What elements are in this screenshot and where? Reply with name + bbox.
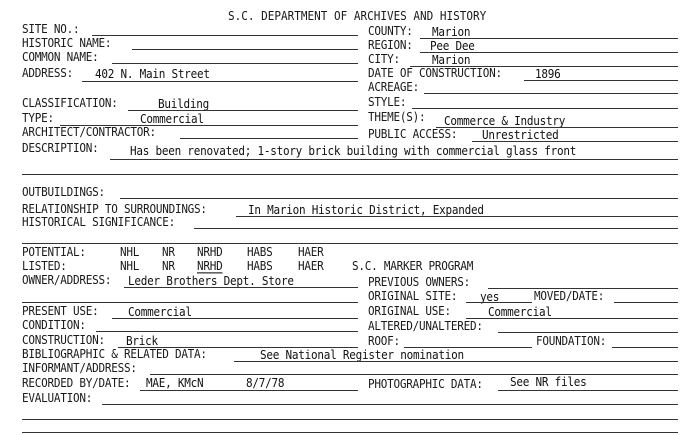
moved-date-field-line bbox=[614, 302, 678, 303]
city-value: Marion bbox=[432, 52, 471, 68]
architect-label: ARCHITECT/CONTRACTOR: bbox=[22, 124, 156, 140]
owner-field-line bbox=[124, 287, 358, 288]
present-use-label: PRESENT USE: bbox=[22, 303, 99, 319]
evaluation-bottom-line bbox=[22, 432, 678, 433]
classification-field-line bbox=[128, 110, 358, 111]
address-field-line bbox=[82, 81, 358, 82]
evaluation-extra-line bbox=[22, 419, 678, 420]
historic-name-label: HISTORIC NAME: bbox=[22, 35, 112, 51]
altered-unaltered-label: ALTERED/UNALTERED: bbox=[368, 318, 483, 334]
bibliographic-field-line bbox=[234, 361, 678, 362]
county-label: COUNTY: bbox=[368, 23, 413, 39]
type-value: Commercial bbox=[140, 111, 204, 127]
relationship-value: In Marion Historic District, Expanded bbox=[248, 202, 484, 218]
potential-label: POTENTIAL: bbox=[22, 244, 86, 260]
style-label: STYLE: bbox=[368, 94, 407, 110]
county-value: Marion bbox=[432, 24, 471, 40]
listed-label: LISTED: bbox=[22, 258, 67, 274]
classification-value: Building bbox=[158, 96, 209, 112]
public-access-field-line bbox=[472, 141, 678, 142]
photographic-data-field-line bbox=[498, 390, 678, 391]
original-use-label: ORIGINAL USE: bbox=[368, 303, 451, 319]
condition-field-line bbox=[96, 331, 358, 332]
moved-date-label: MOVED/DATE: bbox=[534, 288, 605, 304]
evaluation-field-line bbox=[102, 404, 678, 405]
significance-extra-line bbox=[22, 243, 678, 244]
date-of-construction-field-line bbox=[524, 80, 678, 81]
construction-label: CONSTRUCTION: bbox=[22, 332, 105, 348]
potential-option-nhl: NHL bbox=[120, 244, 140, 260]
address-value: 402 N. Main Street bbox=[95, 66, 210, 82]
informant-label: INFORMANT/ADDRESS: bbox=[22, 360, 137, 376]
listed-option-nrhd-selected: NRHD bbox=[197, 258, 223, 274]
original-site-field-line bbox=[466, 302, 532, 303]
site-no-label: SITE NO.: bbox=[22, 21, 80, 37]
acreage-label: ACREAGE: bbox=[368, 79, 419, 95]
listed-option-nr: NR bbox=[162, 258, 175, 274]
potential-option-nr: NR bbox=[162, 244, 175, 260]
previous-owners-label: PREVIOUS OWNERS: bbox=[368, 274, 470, 290]
architect-field-line bbox=[180, 138, 358, 139]
city-label: CITY: bbox=[368, 51, 400, 67]
potential-option-haer: HAER bbox=[298, 244, 324, 260]
form-title: S.C. DEPARTMENT OF ARCHIVES AND HISTORY bbox=[228, 8, 487, 24]
region-value: Pee Dee bbox=[430, 38, 475, 54]
roof-label: ROOF: bbox=[368, 333, 400, 349]
outbuildings-label: OUTBUILDINGS: bbox=[22, 184, 105, 200]
site-no-field-line bbox=[92, 35, 358, 36]
description-label: DESCRIPTION: bbox=[22, 140, 99, 156]
present-use-value: Commercial bbox=[128, 304, 192, 320]
bibliographic-value: See National Register nomination bbox=[260, 347, 464, 363]
original-site-value: yes bbox=[480, 289, 500, 305]
photographic-data-value: See NR files bbox=[510, 374, 587, 390]
marker-program-label: S.C. MARKER PROGRAM bbox=[352, 258, 474, 274]
public-access-label: PUBLIC ACCESS: bbox=[368, 126, 458, 142]
construction-value: Brick bbox=[126, 333, 158, 349]
recorded-by-field-line bbox=[140, 390, 358, 391]
owner-label: OWNER/ADDRESS: bbox=[22, 272, 112, 288]
altered-unaltered-field-line bbox=[498, 332, 678, 333]
listed-option-habs: HABS bbox=[247, 258, 273, 274]
original-use-value: Commercial bbox=[488, 304, 552, 320]
potential-option-nrhd: NRHD bbox=[197, 244, 223, 260]
classification-label: CLASSIFICATION: bbox=[22, 95, 118, 111]
foundation-label: FOUNDATION: bbox=[536, 333, 607, 349]
region-label: REGION: bbox=[368, 37, 413, 53]
theme-value: Commerce & Industry bbox=[444, 113, 566, 129]
significance-field-line bbox=[194, 228, 678, 229]
description-extra-line bbox=[22, 174, 678, 175]
owner-value: Leder Brothers Dept. Store bbox=[128, 273, 294, 289]
bibliographic-label: BIBLIOGRAPHIC & RELATED DATA: bbox=[22, 346, 207, 362]
relationship-field-line bbox=[236, 216, 678, 217]
common-name-field-line bbox=[112, 63, 358, 64]
listed-option-haer: HAER bbox=[298, 258, 324, 274]
owner-extra-line bbox=[22, 302, 358, 303]
relationship-label: RELATIONSHIP TO SURROUNDINGS: bbox=[22, 201, 207, 217]
present-use-field-line bbox=[112, 318, 358, 319]
recorded-by-label: RECORDED BY/DATE: bbox=[22, 375, 131, 391]
significance-label: HISTORICAL SIGNIFICANCE: bbox=[22, 214, 175, 230]
original-use-field-line bbox=[466, 318, 678, 319]
original-site-label: ORIGINAL SITE: bbox=[368, 288, 458, 304]
public-access-value: Unrestricted bbox=[482, 127, 559, 143]
evaluation-label: EVALUATION: bbox=[22, 390, 93, 406]
date-of-construction-label: DATE OF CONSTRUCTION: bbox=[368, 65, 502, 81]
historic-name-field-line bbox=[132, 49, 358, 50]
outbuildings-field-line bbox=[120, 198, 678, 199]
style-field-line bbox=[412, 108, 678, 109]
description-field-line bbox=[110, 159, 678, 160]
listed-option-nhl: NHL bbox=[120, 258, 140, 274]
recorded-date-value: 8/7/78 bbox=[246, 375, 285, 391]
acreage-field-line bbox=[424, 93, 678, 94]
photographic-data-label: PHOTOGRAPHIC DATA: bbox=[368, 376, 483, 392]
common-name-label: COMMON NAME: bbox=[22, 49, 99, 65]
date-of-construction-value: 1896 bbox=[535, 66, 561, 82]
description-value: Has been renovated; 1-story brick building with commercial glass front bbox=[130, 143, 577, 159]
type-label: TYPE: bbox=[22, 110, 54, 126]
informant-field-line bbox=[150, 374, 678, 375]
theme-label: THEME(S): bbox=[368, 109, 426, 125]
address-label: ADDRESS: bbox=[22, 65, 73, 81]
condition-label: CONDITION: bbox=[22, 317, 86, 333]
recorded-by-value: MAE, KMcN bbox=[146, 375, 204, 391]
foundation-field-line bbox=[612, 347, 678, 348]
potential-option-habs: HABS bbox=[247, 244, 273, 260]
